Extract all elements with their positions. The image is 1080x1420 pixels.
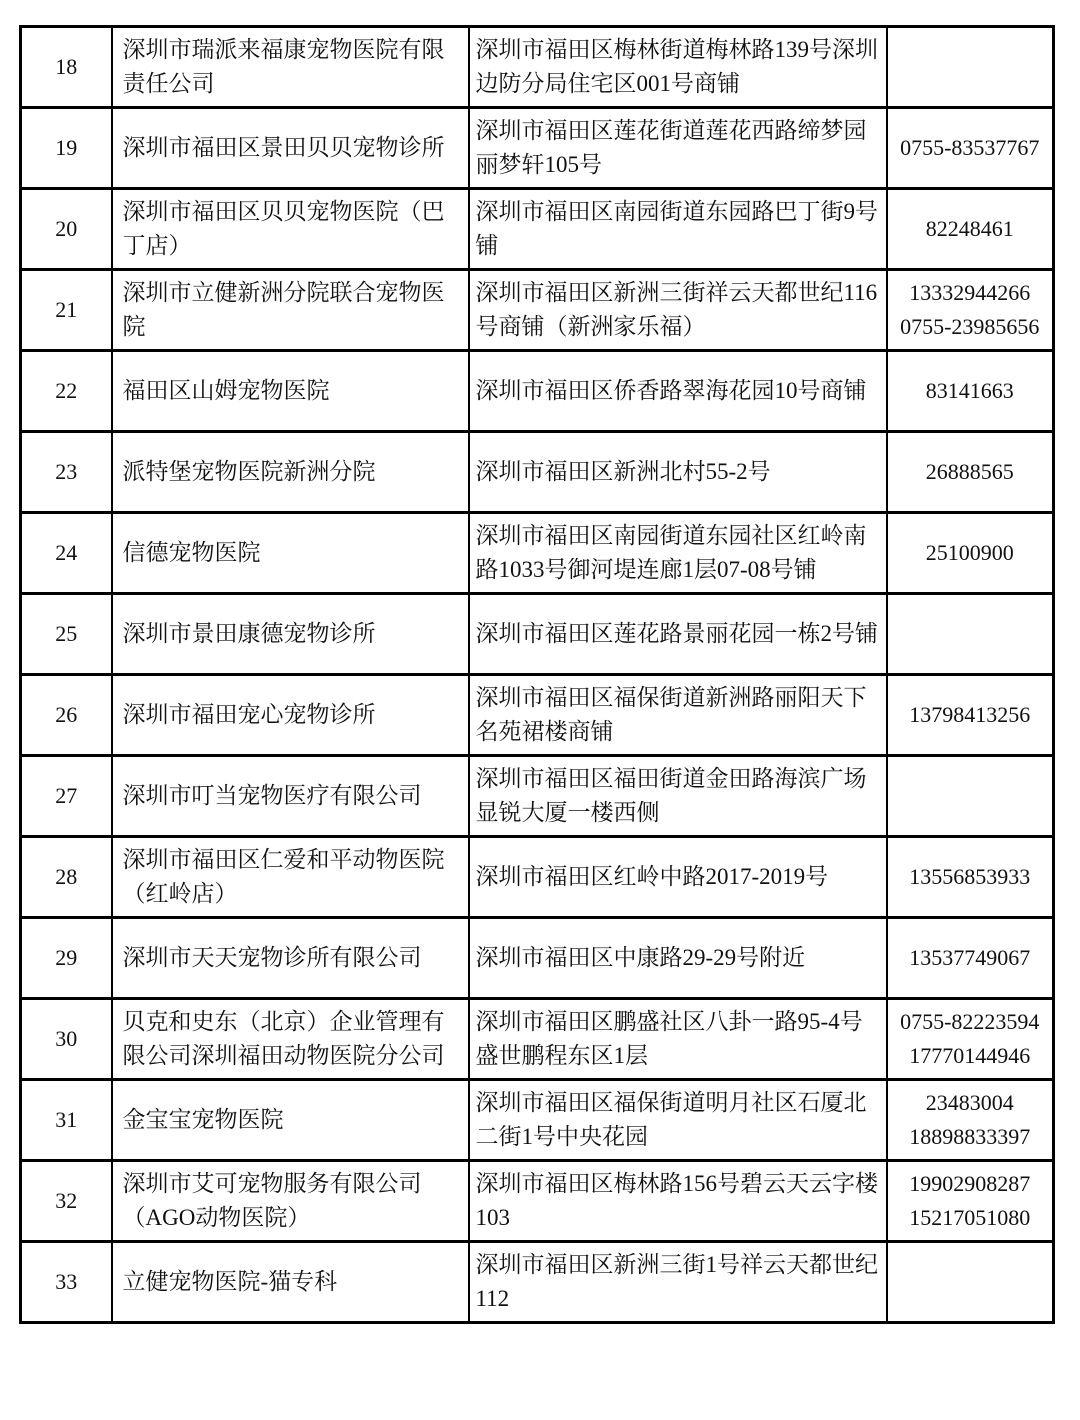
- table-row: [21, 594, 1054, 675]
- phone-number: 23483004: [925, 1090, 1014, 1115]
- hospital-phone: [887, 756, 1054, 837]
- row-number: 19: [21, 108, 112, 189]
- table-row: [21, 1161, 1054, 1242]
- hospital-phone: [887, 432, 1054, 513]
- hospital-name: 信德宠物医院: [112, 513, 469, 594]
- row-number: 21: [21, 270, 112, 351]
- row-number: 30: [21, 999, 112, 1080]
- hospital-name: 福田区山姆宠物医院: [112, 351, 469, 432]
- row-number: 20: [21, 189, 112, 270]
- table-row: [21, 675, 1054, 756]
- hospital-name: 深圳市艾可宠物服务有限公司（AGO动物医院）: [112, 1161, 469, 1242]
- row-number: 26: [21, 675, 112, 756]
- phone-number: 13798413256: [909, 702, 1031, 727]
- phone-number: 18898833397: [909, 1124, 1031, 1149]
- hospital-address: 深圳市福田区梅林街道梅林路139号深圳边防分局住宅区001号商铺: [469, 27, 887, 108]
- phone-number: 0755-82223594: [900, 1009, 1040, 1034]
- hospital-address: 深圳市福田区莲花路景丽花园一栋2号铺: [469, 594, 887, 675]
- hospital-address: 深圳市福田区新洲北村55-2号: [469, 432, 887, 513]
- hospital-name: 派特堡宠物医院新洲分院: [112, 432, 469, 513]
- phone-number: 25100900: [925, 540, 1014, 565]
- hospital-name: 深圳市瑞派来福康宠物医院有限责任公司: [112, 27, 469, 108]
- table-row: [21, 432, 1054, 513]
- hospital-address: 深圳市福田区侨香路翠海花园10号商铺: [469, 351, 887, 432]
- hospital-phone: [887, 675, 1054, 756]
- hospital-name: 金宝宝宠物医院: [112, 1080, 469, 1161]
- phone-number: 13332944266: [909, 280, 1031, 305]
- table-row: [21, 1242, 1054, 1323]
- row-number: 24: [21, 513, 112, 594]
- table-row: [21, 837, 1054, 918]
- hospital-address: 深圳市福田区红岭中路2017-2019号: [469, 837, 887, 918]
- hospital-address: 深圳市福田区南园街道东园社区红岭南路1033号御河堤连廊1层07-08号铺: [469, 513, 887, 594]
- row-number: 18: [21, 27, 112, 108]
- phone-number: 17770144946: [909, 1043, 1031, 1068]
- table-row: [21, 108, 1054, 189]
- hospital-name: 贝克和史东（北京）企业管理有限公司深圳福田动物医院分公司: [112, 999, 469, 1080]
- hospital-name: 深圳市福田区贝贝宠物医院（巴丁店）: [112, 189, 469, 270]
- row-number: 28: [21, 837, 112, 918]
- hospital-name: 深圳市景田康德宠物诊所: [112, 594, 469, 675]
- phone-number: 83141663: [925, 378, 1014, 403]
- hospital-name: 立健宠物医院-猫专科: [112, 1242, 469, 1323]
- hospital-name: 深圳市福田区景田贝贝宠物诊所: [112, 108, 469, 189]
- row-number: 32: [21, 1161, 112, 1242]
- hospital-address: 深圳市福田区中康路29-29号附近: [469, 918, 887, 999]
- hospital-phone: [887, 1242, 1054, 1323]
- hospital-address: 深圳市福田区梅林路156号碧云天云字楼103: [469, 1161, 887, 1242]
- hospital-phone: [887, 918, 1054, 999]
- hospital-phone: [887, 1080, 1054, 1161]
- hospital-phone: [887, 27, 1054, 108]
- phone-number: 0755-23985656: [900, 314, 1040, 339]
- table-row: [21, 27, 1054, 108]
- phone-number: 82248461: [925, 216, 1014, 241]
- row-number: 27: [21, 756, 112, 837]
- hospital-name: 深圳市立健新洲分院联合宠物医院: [112, 270, 469, 351]
- table-row: [21, 189, 1054, 270]
- hospital-name: 深圳市天天宠物诊所有限公司: [112, 918, 469, 999]
- phone-number: 13537749067: [909, 945, 1031, 970]
- phone-number: 19902908287: [909, 1171, 1031, 1196]
- table-row: [21, 756, 1054, 837]
- table-body: [21, 27, 1054, 1323]
- hospital-name: 深圳市叮当宠物医疗有限公司: [112, 756, 469, 837]
- hospital-phone: [887, 594, 1054, 675]
- hospital-address: 深圳市福田区福保街道新洲路丽阳天下名苑裙楼商铺: [469, 675, 887, 756]
- phone-number: 15217051080: [909, 1205, 1031, 1230]
- table-row: [21, 351, 1054, 432]
- hospital-address: 深圳市福田区福保街道明月社区石厦北二街1号中央花园: [469, 1080, 887, 1161]
- phone-number: 0755-83537767: [900, 135, 1040, 160]
- hospital-phone: [887, 270, 1054, 351]
- hospital-address: 深圳市福田区福田街道金田路海滨广场显锐大厦一楼西侧: [469, 756, 887, 837]
- hospital-address: 深圳市福田区新洲三街1号祥云天都世纪112: [469, 1242, 887, 1323]
- hospital-address: 深圳市福田区南园街道东园路巴丁街9号铺: [469, 189, 887, 270]
- hospital-phone: [887, 999, 1054, 1080]
- row-number: 29: [21, 918, 112, 999]
- table-row: [21, 918, 1054, 999]
- table-row: [21, 999, 1054, 1080]
- hospital-address: 深圳市福田区新洲三街祥云天都世纪116号商铺（新洲家乐福）: [469, 270, 887, 351]
- row-number: 25: [21, 594, 112, 675]
- phone-number: 13556853933: [909, 864, 1031, 889]
- hospital-address: 深圳市福田区鹏盛社区八卦一路95-4号盛世鹏程东区1层: [469, 999, 887, 1080]
- hospital-phone: [887, 837, 1054, 918]
- phone-number: 26888565: [925, 459, 1014, 484]
- hospital-phone: [887, 189, 1054, 270]
- hospital-phone: [887, 108, 1054, 189]
- row-number: 33: [21, 1242, 112, 1323]
- table-row: [21, 1080, 1054, 1161]
- hospital-name: 深圳市福田宠心宠物诊所: [112, 675, 469, 756]
- hospital-phone: [887, 513, 1054, 594]
- table-row: [21, 270, 1054, 351]
- table-row: [21, 513, 1054, 594]
- hospital-address: 深圳市福田区莲花街道莲花西路缔梦园丽梦轩105号: [469, 108, 887, 189]
- pet-hospital-table: [19, 25, 1055, 1324]
- hospital-phone: [887, 1161, 1054, 1242]
- row-number: 31: [21, 1080, 112, 1161]
- hospital-name: 深圳市福田区仁爱和平动物医院（红岭店）: [112, 837, 469, 918]
- hospital-phone: [887, 351, 1054, 432]
- row-number: 22: [21, 351, 112, 432]
- row-number: 23: [21, 432, 112, 513]
